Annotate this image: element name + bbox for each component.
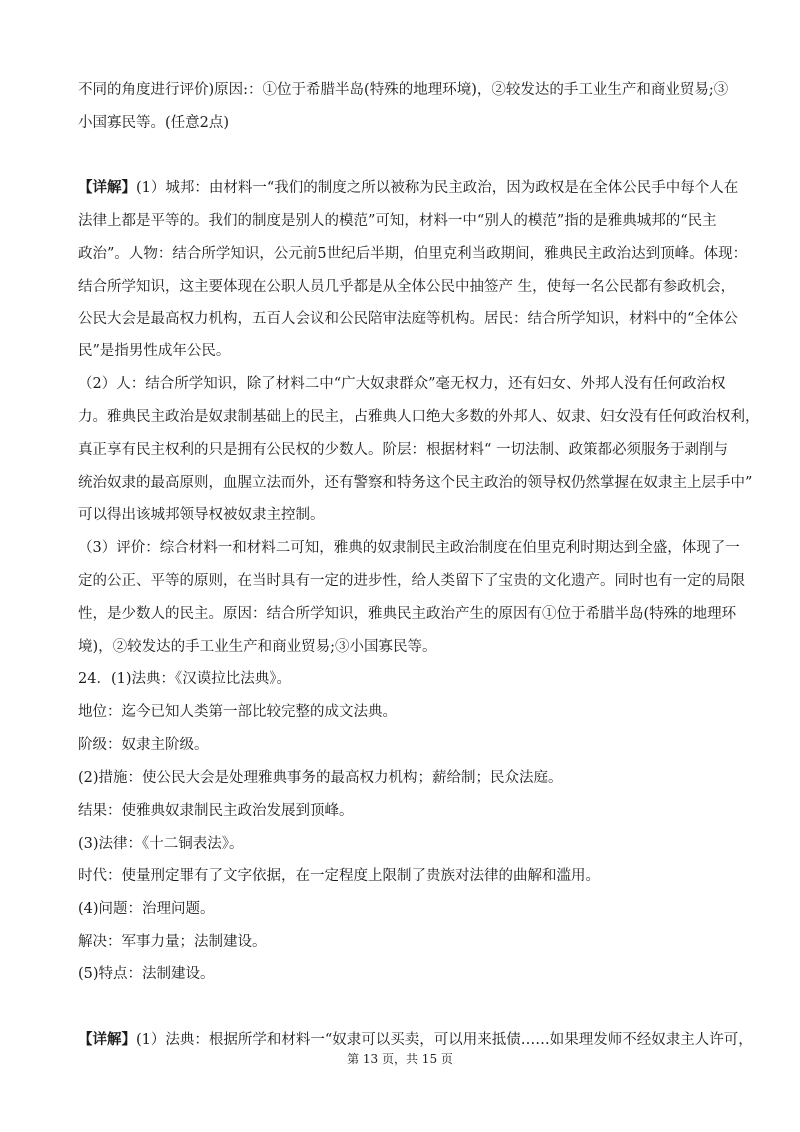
detail-marker: 【详解】 [78,179,136,196]
text-line: 不同的角度进行评价)原因:：①位于希腊半岛(特殊的地理环境)，②较发达的手工业生产和商业贸易;③ [78,82,729,98]
text-line: (2)措施：使公民大会是处理雅典事务的最高权力机构；薪给制；民众法庭。 [78,770,563,786]
page-number-footer: 第 13 页，共 15 页 [347,1052,453,1066]
text-line: 统治奴隶的最高原则，血腥立法而外，还有警察和特务这个民主政治的领导权仍然掌握在奴隶主上层手中” [78,475,753,491]
text-line: 【详解】(1）法典：根据所学和材料一“奴隶可以买卖，可以用来抵债……如果理发师不经奴隶主人许可， [78,1031,753,1048]
text-line: 解决：军事力量；法制建设。 [78,934,267,950]
text-line: （3）评价：综合材料一和材料二可知，雅典的奴隶制民主政治制度在伯里克利时期达到全盛，体现了一 [78,540,740,556]
text-line: 可以得出该城邦领导权被奴隶主控制。 [78,507,325,523]
text-line: 公民大会是最高权力机构，五百人会议和公民陪审法庭等机构。居民：结合所学知识，材料中的“全体公 [78,311,738,327]
text-line: 阶级：奴隶主阶级。 [78,737,209,753]
text-line: 结合所学知识，这主要体现在公职人员几乎都是从全体公民中抽签产 生，使每一名公民都有参政机会， [78,279,736,295]
text-line: 力。雅典民主政治是奴隶制基础上的民主，占雅典人口绝大多数的外邦人、奴隶、妇女没有任何政治权利， [78,409,760,425]
text-line: 境)，②较发达的手工业生产和商业贸易;③小国寡民等。 [78,639,437,655]
text-line: 民”是指男性成年公民。 [78,343,231,359]
text-line: 真正享有民主权利的只是拥有公民权的少数人。阶层：根据材料“ 一切法制、政策都必须服务于剥削与 [78,442,729,458]
text-line: 【详解】(1）城邦：由材料一“我们的制度之所以被称为民主政治，因为政权是在全体公民手中每个人在 [78,179,739,196]
text-line: 法律上都是平等的。我们的制度是别人的模范”可知，材料一中“别人的模范”指的是雅典城邦的“民主 [78,213,717,229]
text-line: (3)法律：《十二铜表法》。 [78,836,244,852]
text-line: 性，是少数人的民主。原因：结合所学知识，雅典民主政治产生的原因有①位于希腊半岛(特殊的地理环 [78,606,737,622]
text-line: （2）人：结合所学知识，除了材料二中“广大奴隶群众”毫无权力，还有妇女、外邦人没有任何政治权 [78,376,726,392]
text-line: (4)问题：治理问题。 [78,901,215,917]
detail-marker: 【详解】 [78,1031,136,1048]
text-line: (5)特点：法制建设。 [78,966,215,982]
text-line: 政治”。人物：结合所学知识，公元前5世纪后半期，伯里克利当政期间，雅典民主政治达到顶峰。体现： [78,246,748,262]
text-line: 定的公正、平等的原则，在当时具有一定的进步性，给人类留下了宝贵的文化遗产。同时也有一定的局限 [78,573,745,589]
text-line: 小国寡民等。(任意2点) [78,115,230,131]
text-line: 24．(1)法典：《汉谟拉比法典》。 [78,671,291,687]
text-line: 结果：使雅典奴隶制民主政治发展到顶峰。 [78,803,354,819]
text-line: 时代：使量刑定罪有了文字依据，在一定程度上限制了贵族对法律的曲解和滥用。 [78,868,600,884]
text-line: 地位：迄今已知人类第一部比较完整的成文法典。 [78,704,397,720]
